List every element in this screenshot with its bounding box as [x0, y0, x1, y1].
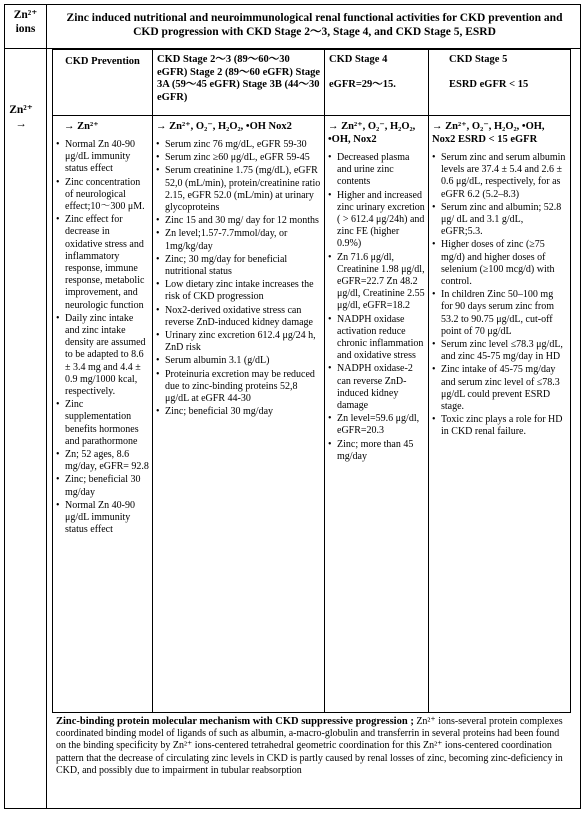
column-header: CKD Stage 2〜3 (89〜60〜30 eGFR) Stage 2 (89〜60 eGFR) Stage 3A (59〜45 eGFR) Stage 3B (44〜30 eGFR)	[153, 50, 324, 116]
list-item: • Serum zinc and albumin; 52.8 μg/ dL and 3.1 g/dL, eGFR;5.3.	[432, 202, 567, 239]
list-item: • Zinc effect for decrease in oxidative stress and inflammatory response, immune response, metabolic improvement, and neurologic function	[56, 214, 149, 312]
list-item: • Zinc 15 and 30 mg/ day for 12 months	[156, 215, 321, 227]
list-item: • Serum zinc 76 mg/dL, eGFR 59-30	[156, 139, 321, 151]
list-item: • Serum albumin 3.1 (g/dL)	[156, 355, 321, 367]
list-item: • In children Zinc 50–100 mg for 90 days serum zinc from 53.2 to 90.75 μg/dL, cut-off point of 70 μg/dL	[432, 289, 567, 338]
list-item: • Decreased plasma and urine zinc contents	[328, 152, 425, 189]
footer-text: Zn²⁺ ions-several protein complexes coordinated binding model of ligands of such as albumin, a-macro-globulin and transferrin in several proteins had been found on the binding specificity by Zn²⁺ ions-centered tetrahedral geometric coordination for this Zn²⁺ ions-centered coordination pattern that the decrease of circulating zinc levels in CKD is partly caused by renal losses of zinc, becoming zinc-deficiency in CKD, and possibly due to impairment in tubular reabsorption	[56, 716, 563, 776]
column-header: CKD Prevention	[53, 50, 152, 116]
list-item: • Zn level;1.57-7.7mmol/day, or 1mg/kg/day	[156, 228, 321, 252]
list-item: • Serum zinc level ≤78.3 μg/dL, and zinc 45-75 mg/day in HD	[432, 339, 567, 363]
ion-column-header: Zn²⁺ ions	[5, 5, 47, 49]
footer-heading: Zinc-binding protein molecular mechanism with CKD suppressive progression ;	[56, 716, 414, 727]
ion-column	[5, 49, 47, 808]
table-title: Zinc induced nutritional and neuroimmunological renal functional activities for CKD prevention and CKD progression with CKD Stage 2〜3, Stage 4, and CKD Stage 5, ESRD	[47, 5, 580, 49]
list-item: • Nox2-derived oxidative stress can reverse ZnD-induced kidney damage	[156, 305, 321, 329]
column-body	[325, 116, 428, 712]
list-item: • Urinary zinc excretion 612.4 μg/24 h, ZnD risk	[156, 330, 321, 354]
list-item: • Zinc; beneficial 30 mg/day	[56, 474, 149, 498]
list-item: • Zinc intake of 45-75 mg/day and serum zinc level of ≤78.3 μg/dL could prevent ESRD stage.	[432, 364, 567, 413]
column-subheader: → Zn²⁺, O₂⁻, H₂O₂, •OH Nox2	[156, 121, 292, 132]
stage-table	[52, 49, 571, 713]
list-item: • Zinc; more than 45 mg/day	[328, 439, 425, 463]
list-item: • Zinc concentration of neurological effect;10〜300 μM.	[56, 177, 149, 214]
list-item: • Daily zinc intake and zinc intake density are assumed to be adapted to 8.6 ± 3.4 mg and 4.4 ± 0.9 mg/1000 kcal, respectively.	[56, 313, 149, 398]
list-item: • Zn 71.6 μg/dl, Creatinine 1.98 μg/dl, eGFR=22.7 Zn 48.2 μg/dl, Creatinine 2.55 μg/dl, eGFR=18.2	[328, 252, 425, 313]
ion-label: Zn²⁺ →	[9, 104, 33, 130]
column-subheader: → Zn²⁺, O₂⁻, H₂O₂, •OH, Nox2 ESRD < 15 eGFR	[432, 121, 545, 145]
list-item: • Zinc; beneficial 30 mg/day	[156, 406, 321, 418]
list-item: • Normal Zn 40-90 μg/dL immunity status effect	[56, 139, 149, 176]
column-ckd-prevention	[53, 50, 153, 712]
column-stage-4	[325, 50, 429, 712]
column-stage-2-3	[153, 50, 325, 712]
list-item: • Serum zinc and serum albumin levels are 37.4 ± 5.4 and 2.6 ± 0.6 μg/dL, respectively, for as eGFR 6.2 (5.2–8.3)	[432, 152, 567, 201]
list-item: • Proteinuria excretion may be reduced due to zinc-binding proteins 52,8 μg/dL at eGFR 44-30	[156, 369, 321, 406]
list-item: • NADPH oxidase-2 can reverse ZnD-induced kidney damage	[328, 363, 425, 412]
list-item: • Low dietary zinc intake increases the risk of CKD progression	[156, 279, 321, 303]
list-item: • Serum creatinine 1.75 (mg/dL), eGFR 52,0 (mL/min), protein/creatinine ratio 2.15, eGFR 52.0 (mL/min) at urinary glycoproteins	[156, 165, 321, 214]
column-body	[153, 116, 324, 712]
column-header: CKD Stage 5 ESRD eGFR < 15	[429, 50, 570, 116]
column-stage-5	[429, 50, 570, 712]
column-body	[429, 116, 570, 712]
list-item: • Zinc; 30 mg/day for beneficial nutritional status	[156, 254, 321, 278]
column-body	[53, 116, 152, 712]
list-item: • Higher and increased zinc urinary excretion ( > 612.4 μg/24h) and zinc FE (higher 0.9%)	[328, 190, 425, 251]
list-item: • Higher doses of zinc (≥75 mg/d) and higher doses of selenium (≥100 mcg/d) with control.	[432, 239, 567, 288]
list-item: • Zn level=59.6 μg/dl, eGFR=20.3	[328, 413, 425, 437]
list-item: • Zinc supplementation benefits hormones and parathormone	[56, 399, 149, 448]
list-item: • NADPH oxidase activation reduce chronic inflammation and oxidative stress	[328, 314, 425, 363]
column-header: CKD Stage 4 eGFR=29〜15.	[325, 50, 428, 116]
list-item: • Toxic zinc plays a role for HD in CKD renal failure.	[432, 414, 567, 438]
list-item: • Normal Zn 40-90 μg/dL immunity status effect	[56, 500, 149, 537]
column-subheader: → Zn²⁺	[64, 121, 99, 132]
footer-note	[52, 713, 571, 814]
column-subheader: → Zn²⁺, O₂⁻, H₂O₂, •OH, Nox2	[328, 121, 416, 145]
list-item: • Zn; 52 ages, 8.6 mg/day, eGFR= 92.8	[56, 449, 149, 473]
list-item: • Serum zinc ≥60 μg/dL, eGFR 59-45	[156, 152, 321, 164]
